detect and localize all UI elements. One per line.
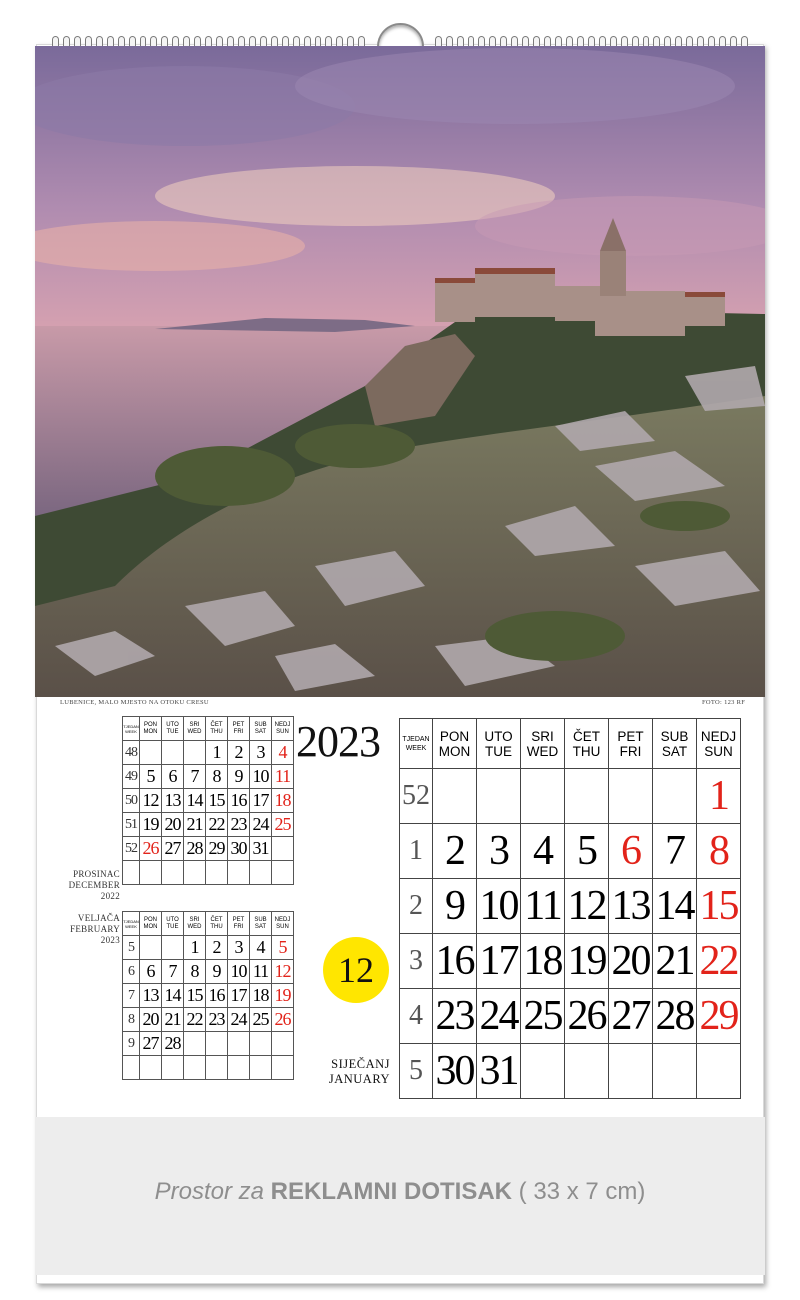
- day-cell: 11: [521, 879, 565, 934]
- week-number: 52: [400, 769, 433, 824]
- week-column-header: TJEDAN WEEK: [123, 717, 140, 741]
- mini-label-december: [56, 869, 120, 902]
- day-cell: 30: [228, 837, 250, 861]
- day-cell: 19: [565, 934, 609, 989]
- day-cell: 23: [228, 813, 250, 837]
- calendar-year: 2023: [296, 717, 380, 766]
- week-number: 5: [400, 1044, 433, 1099]
- day-cell: [162, 741, 184, 765]
- day-cell: 30: [433, 1044, 477, 1099]
- day-cell: [250, 861, 272, 885]
- week-number: 6: [123, 960, 140, 984]
- day-header-thu: ČET THU: [206, 717, 228, 741]
- day-cell: [228, 1056, 250, 1080]
- day-cell: 26: [140, 837, 162, 861]
- day-cell: 29: [697, 989, 741, 1044]
- day-cell: 12: [272, 960, 294, 984]
- day-cell: 23: [433, 989, 477, 1044]
- day-cell: [228, 861, 250, 885]
- day-header-mon: PON MON: [140, 912, 162, 936]
- day-cell: 21: [184, 813, 206, 837]
- week-number: 4: [400, 989, 433, 1044]
- mini-week-row: [123, 936, 294, 960]
- day-header-thu: ČET THU: [206, 912, 228, 936]
- month-name-en: JANUARY: [328, 1072, 390, 1086]
- day-cell: 17: [250, 789, 272, 813]
- day-cell: 11: [272, 765, 294, 789]
- day-header-sat: SUB SAT: [653, 719, 697, 769]
- day-cell: 27: [140, 1032, 162, 1056]
- advert-text-intro: Prostor za: [154, 1178, 271, 1205]
- week-number: 7: [123, 984, 140, 1008]
- day-cell: [140, 936, 162, 960]
- day-cell: 15: [697, 879, 741, 934]
- day-cell: 19: [140, 813, 162, 837]
- day-cell: 1: [206, 741, 228, 765]
- day-cell: 10: [250, 765, 272, 789]
- day-cell: 18: [250, 984, 272, 1008]
- next-month-year: 2023: [100, 935, 120, 945]
- day-cell: [272, 861, 294, 885]
- day-cell: [206, 861, 228, 885]
- day-cell: [565, 769, 609, 824]
- day-cell: 18: [272, 789, 294, 813]
- month-name-hr: SIJEČANJ: [331, 1057, 390, 1071]
- day-cell: 2: [228, 741, 250, 765]
- day-cell: 28: [162, 1032, 184, 1056]
- day-cell: 1: [697, 769, 741, 824]
- week-number: 2: [400, 879, 433, 934]
- day-header-fri: PET FRI: [609, 719, 653, 769]
- day-cell: [477, 769, 521, 824]
- day-cell: 4: [250, 936, 272, 960]
- day-cell: 15: [206, 789, 228, 813]
- week-column-header: TJEDAN WEEK: [123, 912, 140, 936]
- week-number: 48: [123, 741, 140, 765]
- day-cell: 24: [228, 1008, 250, 1032]
- day-cell: 5: [565, 824, 609, 879]
- day-header-wed: SRI WED: [184, 717, 206, 741]
- day-header-sat: SUB SAT: [250, 717, 272, 741]
- day-cell: 21: [162, 1008, 184, 1032]
- week-number: 51: [123, 813, 140, 837]
- day-cell: [184, 1056, 206, 1080]
- mini-week-row: [123, 813, 294, 837]
- day-cell: 2: [206, 936, 228, 960]
- day-header-thu: ČET THU: [565, 719, 609, 769]
- day-cell: 10: [228, 960, 250, 984]
- week-number: [123, 861, 140, 885]
- day-cell: [250, 1032, 272, 1056]
- day-cell: [162, 861, 184, 885]
- month-number-badge: 12: [323, 937, 389, 1003]
- day-cell: [272, 1056, 294, 1080]
- week-number: 3: [400, 934, 433, 989]
- week-column-header: TJEDAN WEEK: [400, 719, 433, 769]
- day-header-fri: PET FRI: [228, 912, 250, 936]
- week-number: 5: [123, 936, 140, 960]
- day-cell: [521, 1044, 565, 1099]
- day-cell: [184, 741, 206, 765]
- day-cell: [272, 1032, 294, 1056]
- day-header-tue: UTO TUE: [162, 717, 184, 741]
- day-cell: 21: [653, 934, 697, 989]
- day-cell: 9: [433, 879, 477, 934]
- mini-week-row: [123, 741, 294, 765]
- next-month-name-hr: VELJAČA: [77, 913, 120, 923]
- day-cell: 16: [433, 934, 477, 989]
- day-header-mon: PON MON: [140, 717, 162, 741]
- mini-label-february: [56, 913, 120, 946]
- day-cell: 22: [697, 934, 741, 989]
- day-header-wed: SRI WED: [521, 719, 565, 769]
- week-number: 1: [400, 824, 433, 879]
- day-cell: 13: [609, 879, 653, 934]
- week-row: [400, 879, 741, 934]
- day-cell: 10: [477, 879, 521, 934]
- week-row: [400, 1044, 741, 1099]
- day-cell: 15: [184, 984, 206, 1008]
- day-cell: [565, 1044, 609, 1099]
- day-cell: 23: [206, 1008, 228, 1032]
- day-cell: 14: [162, 984, 184, 1008]
- day-cell: 19: [272, 984, 294, 1008]
- day-cell: [140, 741, 162, 765]
- day-cell: 26: [565, 989, 609, 1044]
- prev-month-year: 2022: [100, 891, 120, 901]
- advert-text-size: ( 33 x 7 cm): [512, 1178, 646, 1205]
- day-cell: 14: [653, 879, 697, 934]
- day-cell: [521, 769, 565, 824]
- photo-credit: FOTO: 123 RF: [702, 699, 746, 706]
- day-cell: 6: [140, 960, 162, 984]
- day-cell: 17: [228, 984, 250, 1008]
- day-header-tue: UTO TUE: [162, 912, 184, 936]
- day-cell: 7: [184, 765, 206, 789]
- day-header-sun: NEDJ SUN: [272, 717, 294, 741]
- day-cell: 22: [206, 813, 228, 837]
- day-cell: 9: [206, 960, 228, 984]
- day-cell: 20: [140, 1008, 162, 1032]
- day-cell: 31: [250, 837, 272, 861]
- mini-calendar-december: [122, 716, 294, 885]
- day-cell: [140, 1056, 162, 1080]
- day-cell: 9: [228, 765, 250, 789]
- advert-text-bold: REKLAMNI DOTISAK: [270, 1178, 512, 1205]
- day-cell: 4: [272, 741, 294, 765]
- week-number: 50: [123, 789, 140, 813]
- week-row: [400, 824, 741, 879]
- day-cell: 2: [433, 824, 477, 879]
- day-cell: 20: [162, 813, 184, 837]
- day-cell: [162, 1056, 184, 1080]
- day-cell: [653, 1044, 697, 1099]
- day-cell: [140, 861, 162, 885]
- day-cell: 25: [250, 1008, 272, 1032]
- mini-week-row: [123, 861, 294, 885]
- day-cell: 3: [250, 741, 272, 765]
- day-cell: [609, 769, 653, 824]
- day-cell: [184, 861, 206, 885]
- day-cell: 5: [140, 765, 162, 789]
- day-cell: 31: [477, 1044, 521, 1099]
- day-cell: 3: [477, 824, 521, 879]
- mini-week-row: [123, 765, 294, 789]
- advertising-text: [0, 1178, 800, 1206]
- day-cell: 26: [272, 1008, 294, 1032]
- landscape-photo: [35, 46, 765, 697]
- main-calendar-grid: [399, 718, 741, 1099]
- day-cell: 8: [184, 960, 206, 984]
- prev-month-name-hr: PROSINAC: [73, 869, 120, 879]
- day-cell: [184, 1032, 206, 1056]
- day-cell: 24: [477, 989, 521, 1044]
- day-cell: 28: [184, 837, 206, 861]
- day-cell: 8: [697, 824, 741, 879]
- day-cell: 7: [653, 824, 697, 879]
- day-cell: 16: [206, 984, 228, 1008]
- week-row: [400, 989, 741, 1044]
- mini-week-row: [123, 837, 294, 861]
- day-cell: 24: [250, 813, 272, 837]
- day-cell: [433, 769, 477, 824]
- day-cell: 4: [521, 824, 565, 879]
- day-cell: [697, 1044, 741, 1099]
- next-month-name-en: FEBRUARY: [70, 924, 120, 934]
- week-number: 49: [123, 765, 140, 789]
- day-cell: 16: [228, 789, 250, 813]
- day-cell: 7: [162, 960, 184, 984]
- month-name: [318, 1057, 390, 1087]
- mini-week-row: [123, 1008, 294, 1032]
- day-cell: [206, 1032, 228, 1056]
- day-cell: [653, 769, 697, 824]
- day-cell: 27: [609, 989, 653, 1044]
- mini-week-row: [123, 789, 294, 813]
- day-header-wed: SRI WED: [184, 912, 206, 936]
- day-cell: 13: [162, 789, 184, 813]
- mini-calendar-february: [122, 911, 294, 1080]
- day-header-fri: PET FRI: [228, 717, 250, 741]
- day-header-sun: NEDJ SUN: [697, 719, 741, 769]
- day-cell: 28: [653, 989, 697, 1044]
- week-number: [123, 1056, 140, 1080]
- day-cell: 3: [228, 936, 250, 960]
- day-cell: 20: [609, 934, 653, 989]
- week-number: 9: [123, 1032, 140, 1056]
- day-cell: 14: [184, 789, 206, 813]
- day-cell: 17: [477, 934, 521, 989]
- day-cell: 29: [206, 837, 228, 861]
- day-cell: 12: [140, 789, 162, 813]
- mini-week-row: [123, 984, 294, 1008]
- day-cell: 5: [272, 936, 294, 960]
- day-cell: 1: [184, 936, 206, 960]
- day-cell: 12: [565, 879, 609, 934]
- day-cell: 18: [521, 934, 565, 989]
- day-header-tue: UTO TUE: [477, 719, 521, 769]
- day-cell: [250, 1056, 272, 1080]
- week-row: [400, 934, 741, 989]
- day-cell: 6: [609, 824, 653, 879]
- week-number: 52: [123, 837, 140, 861]
- day-header-sat: SUB SAT: [250, 912, 272, 936]
- mini-week-row: [123, 1032, 294, 1056]
- day-header-mon: PON MON: [433, 719, 477, 769]
- day-cell: 6: [162, 765, 184, 789]
- day-cell: 13: [140, 984, 162, 1008]
- day-cell: 27: [162, 837, 184, 861]
- mini-week-row: [123, 960, 294, 984]
- day-cell: 8: [206, 765, 228, 789]
- day-cell: [228, 1032, 250, 1056]
- week-row: [400, 769, 741, 824]
- prev-month-name-en: DECEMBER: [68, 880, 120, 890]
- day-cell: 11: [250, 960, 272, 984]
- mini-week-row: [123, 1056, 294, 1080]
- day-cell: 25: [521, 989, 565, 1044]
- day-cell: 25: [272, 813, 294, 837]
- day-cell: [162, 936, 184, 960]
- photo-caption: LUBENICE, MALO MJESTO NA OTOKU CRESU: [60, 699, 209, 706]
- day-cell: [206, 1056, 228, 1080]
- day-cell: [272, 837, 294, 861]
- day-header-sun: NEDJ SUN: [272, 912, 294, 936]
- week-number: 8: [123, 1008, 140, 1032]
- day-cell: 22: [184, 1008, 206, 1032]
- day-cell: [609, 1044, 653, 1099]
